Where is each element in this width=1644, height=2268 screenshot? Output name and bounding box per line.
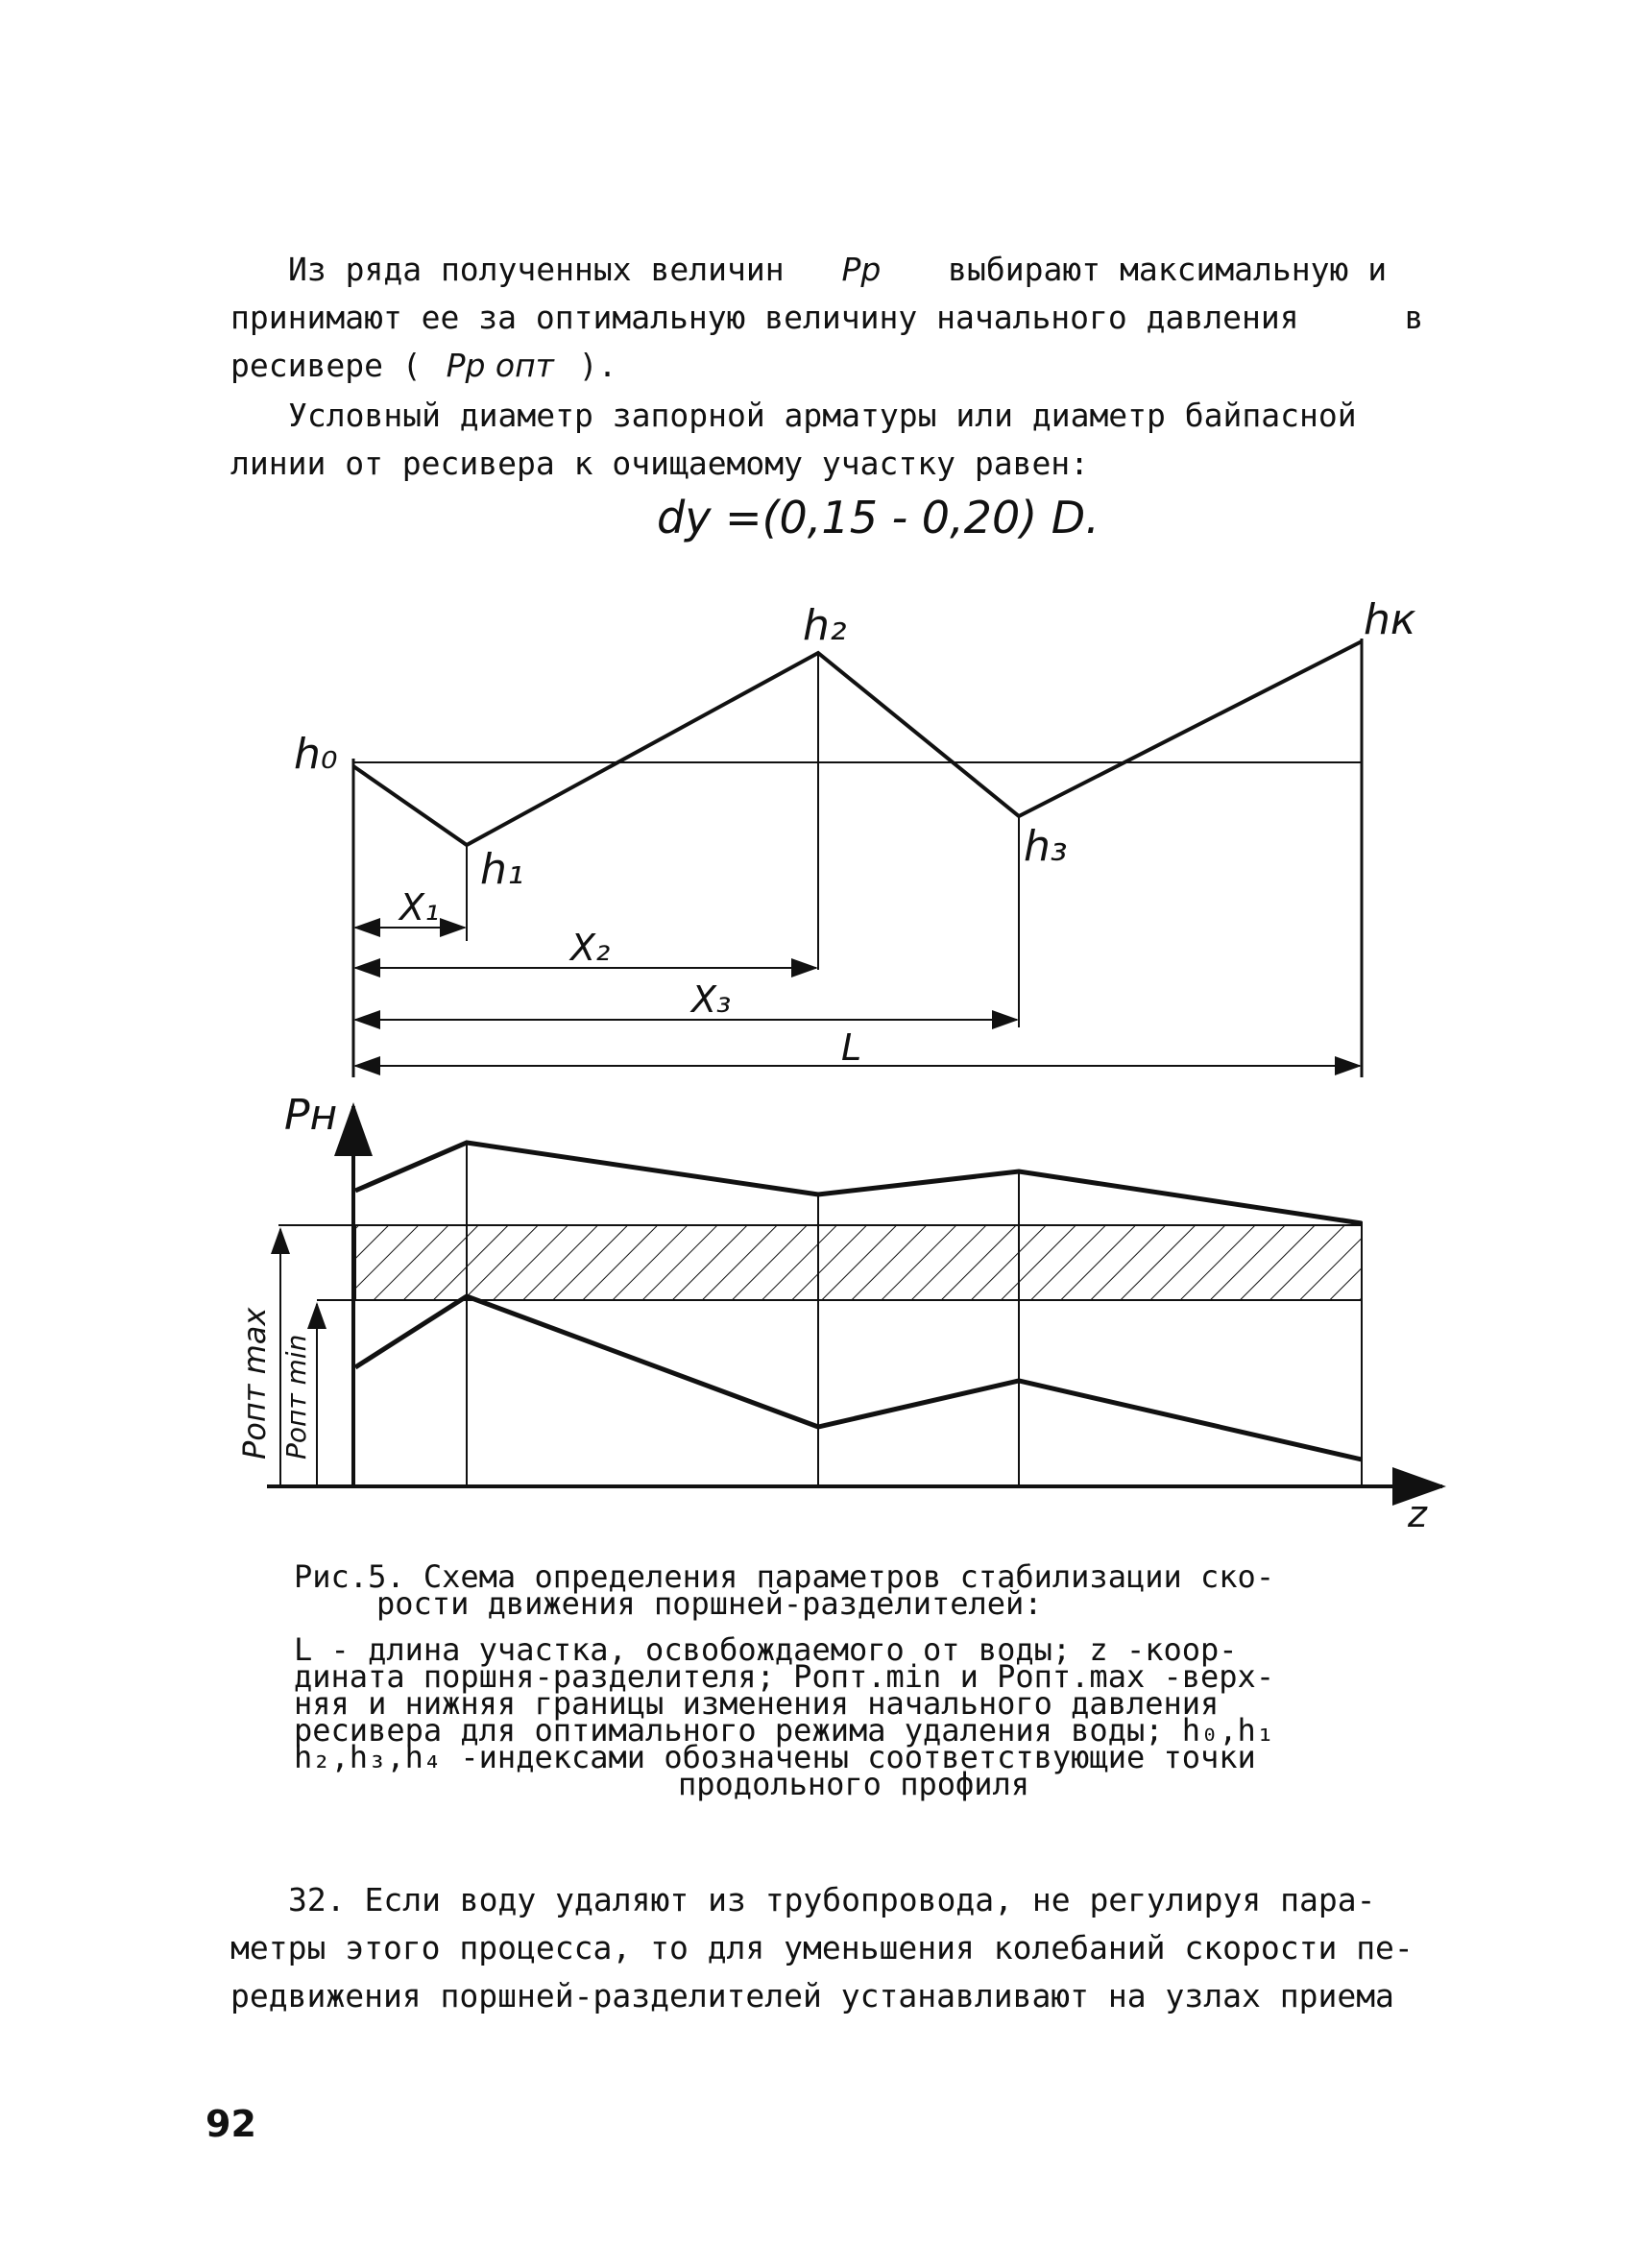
optimal-pressure-band [355,1225,1362,1300]
diameter-line-1: Условный диаметр запорной арматуры или диаметр байпасной [288,397,1357,434]
p32-line-2: метры этого процесса, то для уменьшения колебаний скорости пе- [230,1929,1414,1966]
intro-line-3-end: ). [578,347,617,384]
p32-line-3: редвижения поршней-разделителей устанавливают на узлах приема [230,1977,1394,2015]
pressure-diagram [236,1091,1442,1535]
profile-diagram [294,595,1416,1077]
label-h0: h₀ [294,730,338,779]
page-number: 92 [206,2103,256,2145]
label-z-axis: z [1408,1493,1427,1535]
pressure-symbol-pr-opt: Pр опт [446,347,554,384]
paragraph-intro [230,246,1450,390]
paragraph-32 [230,1876,1450,2020]
caption-title-line-2: рости движения поршней-разделителей: [376,1585,1043,1622]
lower-pressure-line [355,1296,1362,1460]
formula: dу =(0,15 - 0,20) D. [657,492,1100,543]
intro-line-2-text: принимают ее за оптимальную величину начального давления [230,299,1299,336]
intro-line-2-end: в [1404,299,1424,336]
caption-title-line-1: Рис.5. Схема определения параметров стабилизации ско- [294,1558,1275,1595]
pressure-symbol-pr: Pр [841,251,882,288]
label-p-max: Pопт max [236,1307,273,1460]
caption-line-2: дината поршня-разделителя; Pопт.min и Pопт.max -верх- [294,1658,1275,1695]
intro-line-3-start: ресивере ( [230,347,422,384]
diameter-line-2: линии от ресивера к очищаемому участку равен: [230,445,1090,482]
paragraph-diameter [230,392,1450,488]
label-h1: h₁ [480,845,524,894]
intro-line-2 [230,294,1450,342]
label-h3: h₃ [1024,822,1068,871]
upper-pressure-line [355,1143,1362,1223]
caption-line-5: h₂,h₃,h₄ -индексами обозначены соответствующие точки [294,1739,1256,1775]
caption-line-1: L - длина участка, освобождаемого от воды; z -коор- [294,1631,1238,1668]
intro-line-3 [230,342,1450,390]
intro-line-1-start: Из ряда полученных величин [288,251,785,288]
pipeline-profile-line [353,641,1362,845]
intro-line-1 [230,246,1450,294]
caption-line-4: ресивера для оптимального режима удаления воды; h₀,h₁ [294,1712,1275,1749]
caption-line-6: продольного профиля [678,1766,1030,1802]
label-hk: hк [1364,595,1416,644]
figure-caption [294,1558,1275,1802]
label-x1: X₁ [399,886,440,929]
intro-line-1-end: выбирают максимальную и [948,251,1388,288]
label-h2: h₂ [803,601,847,650]
label-x2: X₂ [570,927,611,969]
label-p-min: Pопт min [280,1334,312,1460]
p32-line-1: 32. Если воду удаляют из трубопровода, не регулируя пара- [288,1881,1376,1918]
label-x3: X₃ [691,978,732,1021]
caption-line-3: няя и нижняя границы изменения начального давления [294,1685,1220,1722]
label-length: L [841,1026,862,1069]
label-pressure-axis: Pн [284,1091,338,1140]
